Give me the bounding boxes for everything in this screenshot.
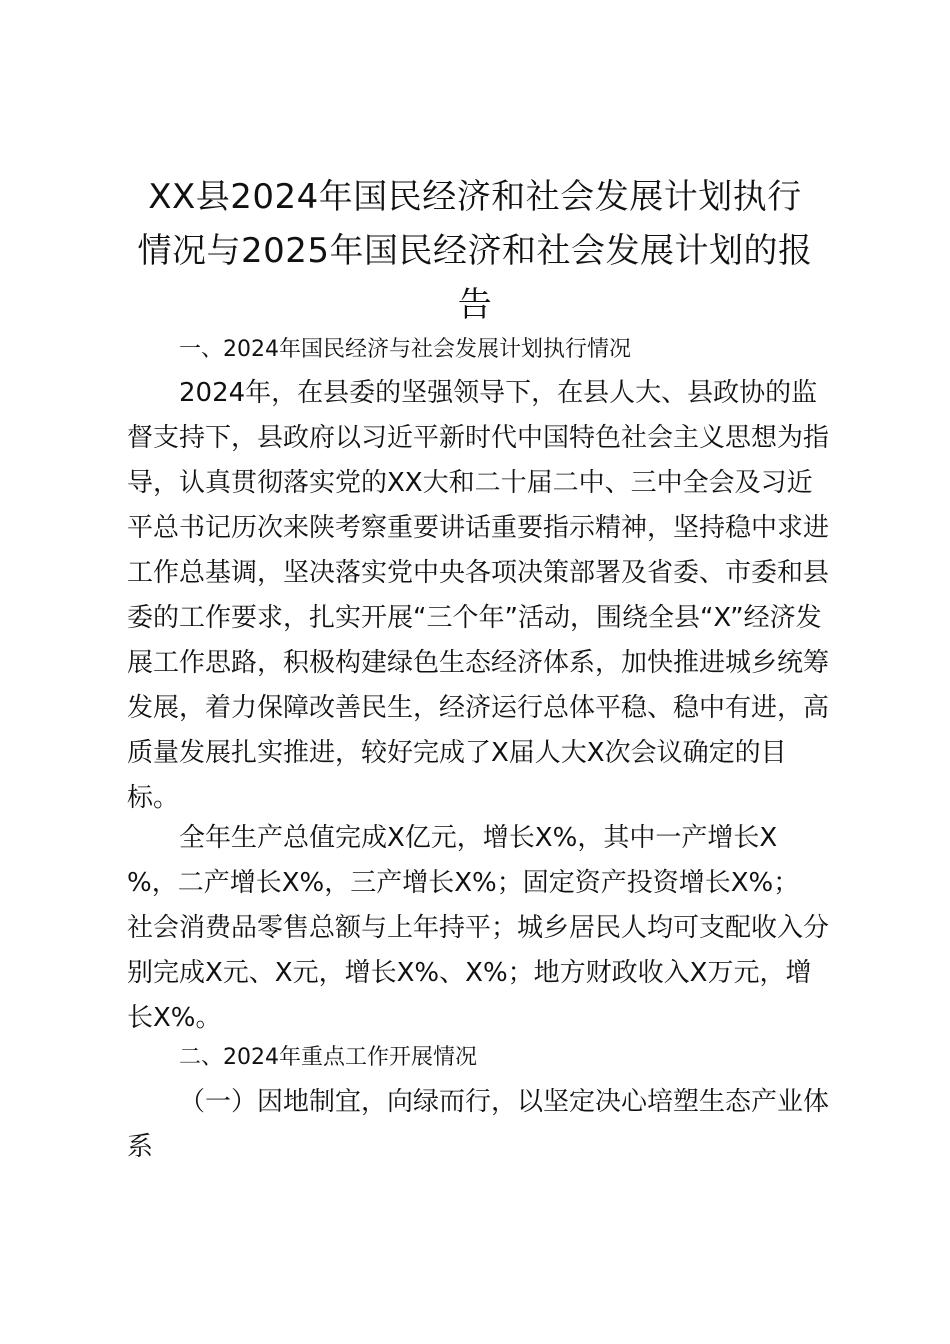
paragraph-line: 社会消费品零售总额与上年持平；城乡居民人均可支配收入分: [127, 913, 830, 943]
paragraph-line: 全年生产总值完成X亿元，增长X%，其中一产增长X: [179, 823, 778, 853]
paragraph-3: [127, 1080, 837, 1170]
paragraph-line: 发展，着力保障改善民生，经济运行总体平稳、稳中有进，高: [127, 693, 830, 723]
paragraph-line: 2024年，在县委的坚强领导下，在县人大、县政协的监: [179, 378, 818, 408]
paragraph-line: 委的工作要求，扎实开展“三个年”活动，围绕全县“X”经济发: [127, 603, 822, 633]
paragraph-line: 展工作思路，积极构建绿色生态经济体系，加快推进城乡统筹: [127, 648, 830, 678]
paragraph-line: 质量发展扎实推进，较好完成了X届人大X次会议确定的目: [127, 738, 787, 768]
title-line: 情况与2025年国民经济和社会发展计划的报: [137, 231, 813, 271]
paragraph-line: 系: [127, 1132, 154, 1162]
paragraph-line: 长X%。: [127, 1003, 222, 1033]
paragraph-1: [127, 371, 837, 821]
section-heading-1: 一、2024年国民经济与社会发展计划执行情况: [179, 337, 631, 362]
document-title: [120, 170, 830, 332]
title-line: 告: [457, 285, 493, 325]
paragraph-line: 督支持下，县政府以习近平新时代中国特色社会主义思想为指: [127, 423, 830, 453]
paragraph-line: 标。: [127, 783, 180, 813]
paragraph-line: （一）因地制宜，向绿而行，以坚定决心培塑生态产业体: [179, 1087, 830, 1117]
title-line: XX县2024年国民经济和社会发展计划执行: [148, 177, 802, 217]
section-heading-2: 二、2024年重点工作开展情况: [179, 1045, 477, 1070]
paragraph-2: [127, 816, 837, 1041]
paragraph-line: %，二产增长X%，三产增长X%；固定资产投资增长X%；: [127, 868, 800, 898]
section-heading-1-block: [127, 330, 837, 370]
paragraph-line: 导，认真贯彻落实党的XX大和二十届二中、三中全会及习近: [127, 468, 813, 498]
paragraph-line: 别完成X元、X元，增长X%、X%；地方财政收入X万元，增: [127, 958, 812, 988]
paragraph-line: 平总书记历次来陕考察重要讲话重要指示精神，坚持稳中求进: [127, 513, 830, 543]
paragraph-line: 工作总基调，坚决落实党中央各项决策部署及省委、市委和县: [127, 558, 830, 588]
section-heading-2-block: [127, 1038, 837, 1078]
